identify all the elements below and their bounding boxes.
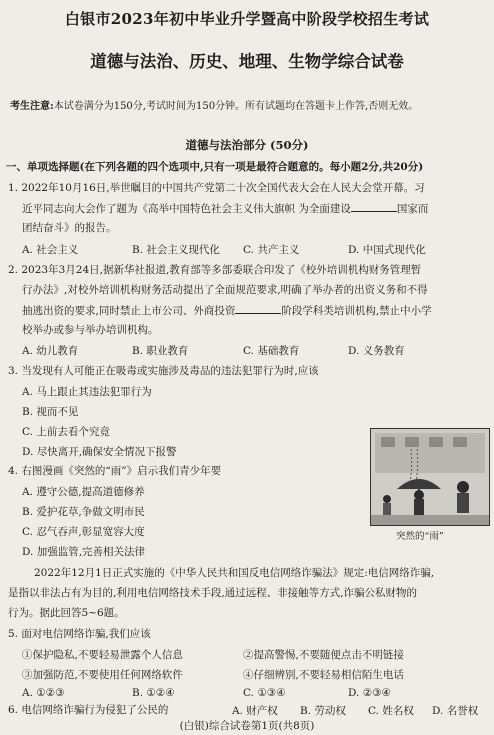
q1-option-a: A. 社会主义: [22, 244, 79, 256]
part1-heading: 一、单项选择题(在下列各题的四个选项中,只有一项是最符合题意的。每小题2分,共20分): [6, 161, 424, 173]
q2-option-d: D. 义务教育: [348, 345, 405, 357]
page-footer: (白银)综合试卷第1页(共8页): [179, 720, 315, 732]
exam-title: 白银市2023年初中毕业升学暨高中阶段学校招生考试: [64, 10, 430, 28]
q1-line3: 团结奋斗》的报告。: [22, 222, 117, 234]
candidate-notice: [10, 97, 418, 112]
q1-line2: [22, 201, 428, 216]
q3-option-c: C. 上前去看个究竟: [22, 426, 110, 438]
q4-option-a: A. 遵守公德,提高道德修养: [22, 486, 145, 498]
comic-caption: 突然的“雨”: [396, 531, 444, 542]
q5-statement-4: ④仔细辨别,不要轻易相信陌生电话: [243, 669, 404, 681]
passage-line3: 行为。据此回答5~6题。: [8, 607, 125, 619]
q2-option-a: A. 幼儿教育: [22, 345, 79, 357]
q1-option-b: B. 社会主义现代化: [132, 244, 220, 256]
q1-line1: 1. 2022年10月16日,举世瞩目的中国共产党第二十次全国代表大会在人民大会堂开幕。习: [8, 182, 425, 194]
notice-label: 考生注意:: [10, 101, 54, 112]
q2-line3b: 阶段学科类培训机构,禁止中小学: [281, 305, 432, 317]
q2-line3: [22, 303, 432, 318]
q2-line3a: 抽逃出资的要求,同时禁止上市公司、外商投资: [22, 305, 236, 317]
paper-title: 道德与法治、历史、地理、生物学综合试卷: [90, 52, 404, 71]
q2-blank: [235, 303, 281, 314]
q5-option-a: A. ①②③: [22, 687, 65, 699]
q4-option-c: C. 忍气吞声,彰显宽容大度: [22, 526, 145, 538]
comic-illustration: [370, 428, 490, 526]
q4-option-d: D. 加强监管,完善相关法律: [22, 546, 146, 558]
q6-option-d: D. 名誉权: [432, 705, 479, 717]
q1-line2a: 近平同志向大会作了题为《高举中国特色社会主义伟大旗帜 为全面建设: [22, 203, 351, 215]
q2-line2: 行办法》,对校外培训机构财务活动提出了全面规范要求,明确了举办者的出资义务和不得: [22, 284, 428, 296]
q6-line1: 6. 电信网络诈骗行为侵犯了公民的: [8, 704, 169, 716]
section-title: 道德与法治部分 (50分): [185, 138, 309, 152]
q1-blank: [351, 201, 397, 212]
q3-option-a: A. 马上跟止其违法犯罪行为: [22, 386, 152, 398]
q2-line1: 2. 2023年3月24日,据新华社报道,教育部等多部委联合印发了《校外培训机构财务管理暂: [8, 264, 422, 276]
q6-option-c: C. 姓名权: [368, 705, 414, 717]
q4-line1: 4. 右图漫画《突然的“雨”》启示我们青少年要: [8, 465, 222, 477]
q2-line4: 校举办或参与举办培训机构。: [22, 324, 159, 336]
q5-line1: 5. 面对电信网络诈骗,我们应该: [8, 628, 151, 640]
q1-option-d: D. 中国式现代化: [348, 244, 426, 256]
q1-option-c: C. 共产主义: [243, 244, 300, 256]
q2-option-b: B. 职业教育: [132, 345, 189, 357]
q6-option-a: A. 财产权: [232, 705, 278, 717]
q2-option-c: C. 基础教育: [243, 345, 300, 357]
q5-statement-3: ③加强防范,不要使用任何网络软件: [22, 669, 183, 681]
q4-option-b: B. 爱护花草,争做文明市民: [22, 506, 145, 518]
q5-option-d: D. ②③④: [348, 687, 391, 699]
comic-drawing: [371, 429, 489, 525]
q3-option-d: D. 尽快离开,确保安全情况下报警: [22, 446, 177, 458]
q5-option-c: C. ①③④: [243, 687, 286, 699]
passage-line1: 2022年12月1日正式实施的《中华人民共和国反电信网络诈骗法》规定:电信网络诈骗,: [34, 567, 435, 579]
q6-option-b: B. 劳动权: [300, 705, 346, 717]
q1-line2b: 国家而: [396, 203, 429, 215]
passage-line2: 是指以非法占有为目的,利用电信网络技术手段,通过远程、非接触等方式,诈骗公私财物的: [8, 587, 418, 599]
q5-statement-2: ②提高警惕,不要随便点击不明链接: [243, 649, 404, 661]
q5-statement-1: ①保护隐私,不要轻易泄露个人信息: [22, 649, 183, 661]
notice-text: 本试卷满分为150分,考试时间为150分钟。所有试题均在答题卡上作答,否则无效。: [53, 101, 419, 112]
q3-option-b: B. 视而不见: [22, 406, 79, 418]
q5-option-b: B. ①②④: [132, 687, 175, 699]
q3-line1: 3. 当发现有人可能正在吸毒或实施涉及毒品的违法犯罪行为时,应该: [8, 365, 319, 377]
